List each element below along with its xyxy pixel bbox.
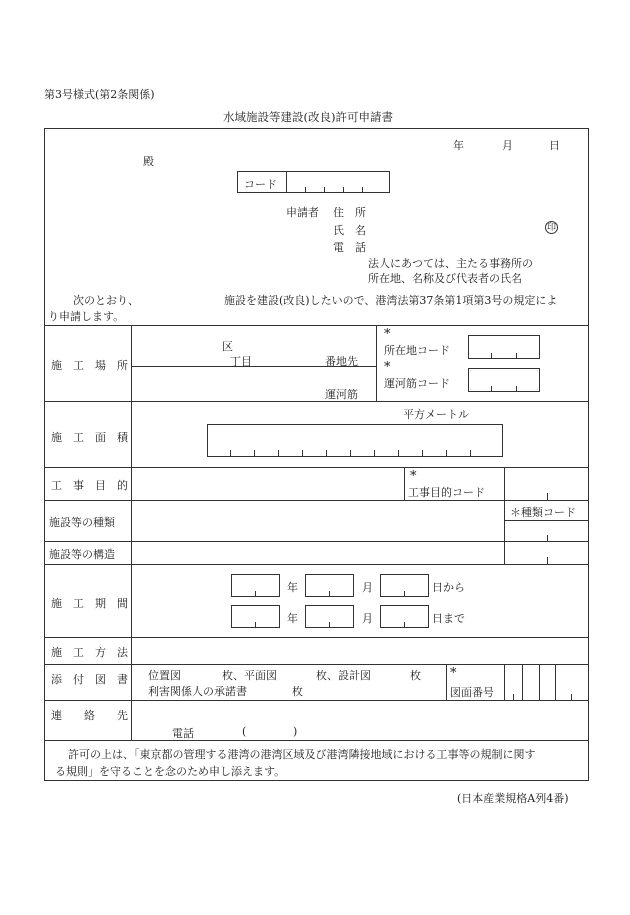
code-tick [343,187,344,193]
footer-note-1: 許可の上は、「東京都の管理する港湾の港湾区域及び港湾隣接地域における工事等の規制に関す [68,748,536,761]
divider [131,325,132,740]
attach-design-count: 枚 [410,669,421,682]
area-label: 施 工 面 積 [51,431,128,444]
applicant-name-label: 氏 名 [333,224,366,237]
addr-code-tick [516,353,517,359]
canal-code-mark: * [384,360,391,375]
statement-start: 次のとおり、 [73,294,139,307]
area-input-box[interactable] [207,424,503,457]
area-tick [302,450,303,457]
attach-consent: 利害関係人の承諾書 [148,685,247,698]
addr-code-box[interactable] [468,335,540,359]
drawing-code-tick [513,694,514,700]
divider [44,541,589,542]
area-tick [350,450,351,457]
area-tick [422,450,423,457]
facility-type-label: 施設等の種類 [49,516,115,529]
start-month-suffix: 月 [362,581,373,594]
addr-code-tick [491,353,492,359]
code-tick [362,187,363,193]
area-tick [278,450,279,457]
divider [44,740,589,741]
form-number: 第3号様式(第2条関係) [44,88,155,101]
applicant-label: 申請者 [286,206,319,219]
area-tick [326,450,327,457]
applicant-address-label: 住 所 [333,206,366,219]
code-tick [324,187,325,193]
divider [44,664,589,665]
footer-note-2: る規則」を守ることを念のため申し添えます。 [55,765,286,778]
type-code-label: ＊種類コード [510,506,576,519]
canal-code-tick [491,386,492,392]
paper-standard: (日本産業規格A列4番) [457,792,569,805]
divider [376,325,377,401]
area-tick [254,450,255,457]
divider [44,500,589,501]
code-label: コード [244,178,277,191]
contact-phone-label: 電話 [172,727,194,740]
corp-note-2: 所在地、名称及び代表者の氏名 [368,272,522,285]
start-day-suffix: 日から [432,581,465,594]
drawing-code-mark: * [450,666,457,681]
method-label: 施 工 方 法 [51,646,128,659]
end-day-suffix: 日まで [432,612,465,625]
date-day: 日 [549,139,560,152]
form-title: 水域施設等建設(改良)許可申請書 [223,110,393,124]
divider [404,467,405,500]
facility-structure-label: 施設等の構造 [49,548,115,561]
divider [44,700,589,701]
end-year-suffix: 年 [287,612,298,625]
attachments-label: 添 付 図 書 [51,673,128,686]
divider [555,664,556,700]
divider [446,664,447,700]
period-tick [255,622,256,628]
attach-consent-count: 枚 [292,685,303,698]
seal-mark: 印 [546,223,556,233]
attach-location-map: 位置図 [148,669,181,682]
divider [44,637,589,638]
start-year-suffix: 年 [287,581,298,594]
addr-code-label: 所在地コード [384,344,450,357]
divider [44,467,589,468]
divider [504,500,505,564]
purpose-code-tick [547,493,548,500]
end-month-suffix: 月 [362,612,373,625]
divider [522,664,523,700]
drawing-code-tick [571,694,572,700]
area-tick [398,450,399,457]
addr-code-mark: * [384,327,391,342]
date-month: 月 [502,139,513,152]
purpose-code-label: 工事目的コード [408,486,485,499]
divider [504,467,505,500]
location-canal: 運河筋 [325,388,358,401]
statement-body: 施設を建設(改良)したいので、港湾法第37条第1項第3号の規定によ [224,294,558,307]
purpose-code-mark: * [410,469,417,484]
drawing-code-label: 図面番号 [450,686,494,699]
divider [44,325,589,326]
location-banchi: 番地先 [325,355,358,368]
contact-paren-close: ) [293,725,298,738]
divider [44,564,589,565]
canal-code-label: 運河筋コード [384,377,450,390]
contact-label: 連 絡 先 [51,709,128,722]
type-code-tick [547,535,548,541]
corp-note-1: 法人にあつては、主たる事務所の [368,257,533,270]
area-tick [230,450,231,457]
applicant-phone-label: 電 話 [333,241,366,254]
area-unit: 平方メートル [403,408,469,421]
period-label: 施 工 期 間 [51,597,128,610]
contact-paren-open: ( [242,725,247,738]
location-label: 施 工 場 所 [51,359,128,372]
canal-code-box[interactable] [468,368,540,392]
canal-code-tick [516,386,517,392]
location-ward: 区 [222,340,233,353]
attach-design: 枚、設計図 [316,669,371,682]
divider [539,664,540,700]
area-tick [374,450,375,457]
statement-end: り申請します。 [48,310,125,323]
divider [504,664,505,700]
divider [44,401,589,402]
period-tick [404,622,405,628]
location-chome: 丁目 [230,355,252,368]
code-tick [305,187,306,193]
period-tick [329,622,330,628]
structure-code-tick [547,557,548,564]
period-tick [329,591,330,597]
divider [504,520,589,521]
code-separator [286,171,287,193]
addressee-suffix: 殿 [143,155,154,168]
date-year: 年 [453,139,464,152]
period-tick [255,591,256,597]
area-tick [446,450,447,457]
attach-plan: 枚、平面図 [222,669,277,682]
purpose-label: 工 事 目 的 [51,479,128,492]
area-tick [470,450,471,457]
period-tick [404,591,405,597]
